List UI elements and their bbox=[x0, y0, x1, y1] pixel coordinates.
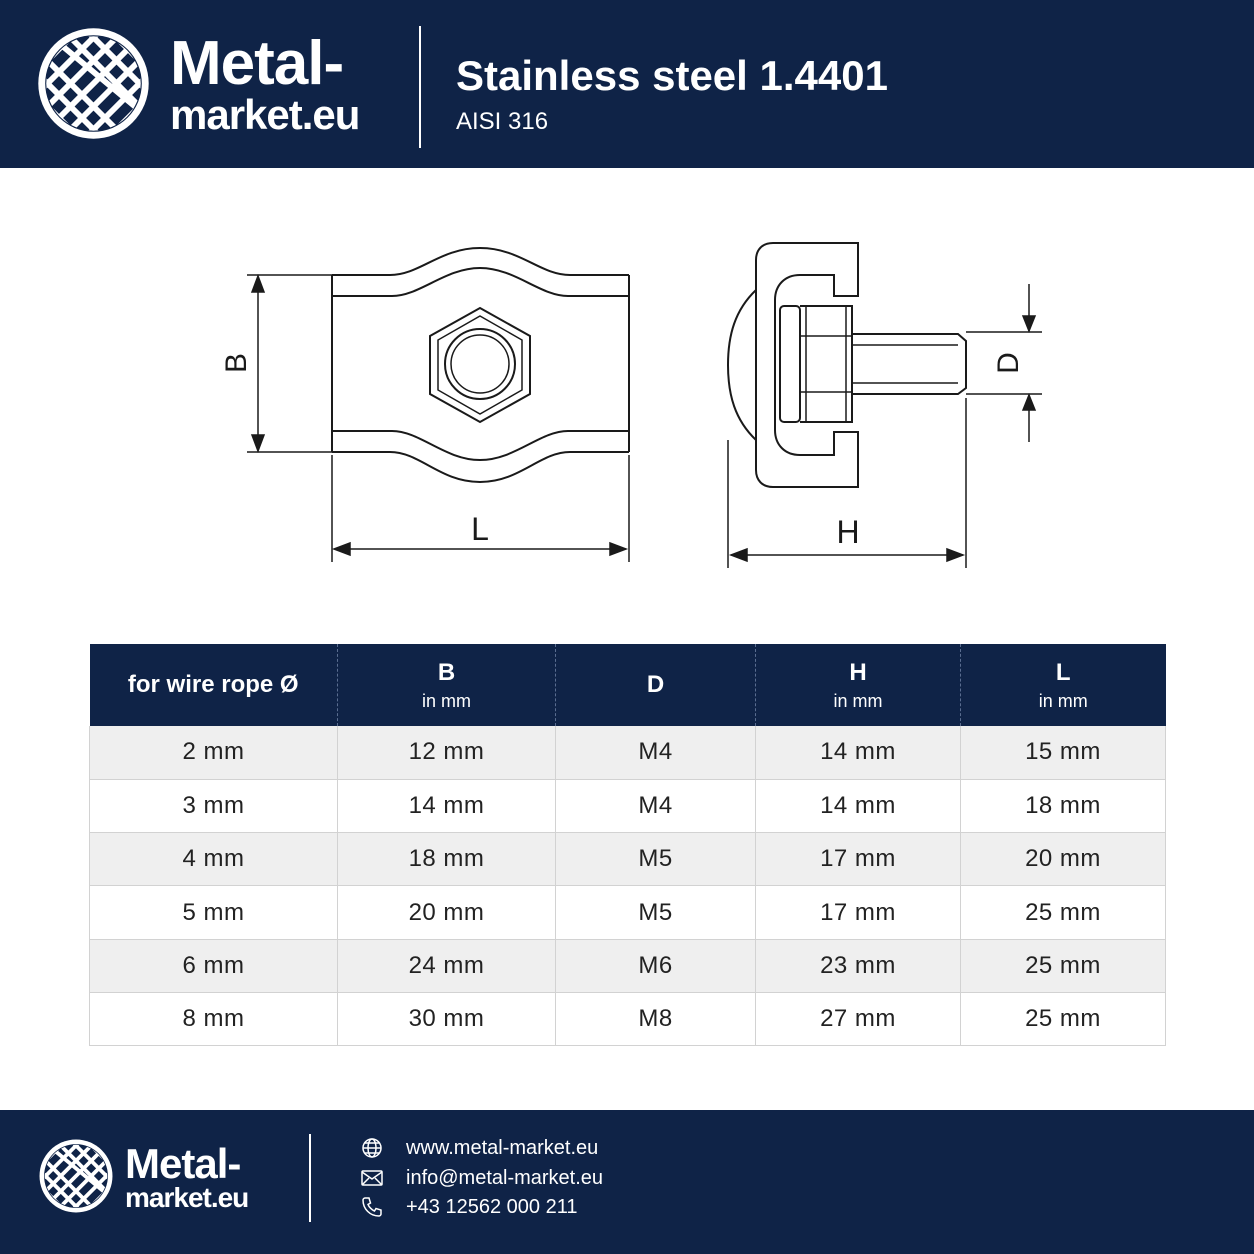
header-divider bbox=[419, 26, 421, 148]
label-d: D bbox=[992, 352, 1025, 374]
dimension-lines-front bbox=[247, 275, 629, 562]
table-row bbox=[90, 886, 1166, 939]
cell-h: 14 mm bbox=[756, 726, 961, 779]
brand-logo-text bbox=[170, 29, 360, 138]
brand-line2: market.eu bbox=[170, 91, 360, 138]
cell-b: 20 mm bbox=[338, 886, 556, 939]
cell-d: M4 bbox=[556, 726, 756, 779]
table-row bbox=[90, 833, 1166, 886]
col-header-label: H bbox=[849, 658, 867, 686]
col-header-label: for wire rope Ø bbox=[127, 671, 299, 698]
table-row bbox=[90, 779, 1166, 832]
label-l: L bbox=[471, 511, 489, 547]
cell-h: 14 mm bbox=[756, 779, 961, 832]
spec-table bbox=[89, 644, 1166, 1046]
cell-l: 25 mm bbox=[961, 886, 1166, 939]
table-row bbox=[90, 939, 1166, 992]
col-header-unit: in mm bbox=[833, 690, 883, 711]
col-header-label: D bbox=[646, 671, 665, 698]
cell-wire-rope: 5 mm bbox=[90, 886, 338, 939]
header-bar bbox=[0, 0, 1254, 168]
clamp-side-view bbox=[728, 243, 966, 487]
cell-d: M6 bbox=[556, 939, 756, 992]
table-header-row bbox=[90, 644, 1166, 726]
cell-b: 18 mm bbox=[338, 833, 556, 886]
contact-email[interactable] bbox=[360, 1166, 603, 1190]
clamp-front-view bbox=[332, 248, 629, 482]
col-header-h bbox=[756, 644, 961, 726]
label-h: H bbox=[836, 514, 860, 550]
cell-b: 24 mm bbox=[338, 939, 556, 992]
cell-l: 18 mm bbox=[961, 779, 1166, 832]
phone-link[interactable]: +43 12562 000 211 bbox=[406, 1195, 578, 1218]
website-link[interactable]: www.metal-market.eu bbox=[406, 1136, 599, 1159]
cell-wire-rope: 2 mm bbox=[90, 726, 338, 779]
mesh-logo-icon bbox=[38, 1138, 114, 1214]
cell-wire-rope: 6 mm bbox=[90, 939, 338, 992]
cell-d: M5 bbox=[556, 886, 756, 939]
footer-brand-logo-text bbox=[125, 1140, 249, 1213]
brand-line1: Metal- bbox=[125, 1140, 241, 1187]
cell-d: M8 bbox=[556, 992, 756, 1045]
technical-drawing bbox=[0, 168, 1254, 608]
page-subtitle: AISI 316 bbox=[456, 108, 549, 135]
label-b: B bbox=[220, 352, 253, 374]
globe-icon bbox=[360, 1136, 384, 1160]
cell-h: 17 mm bbox=[756, 886, 961, 939]
cell-d: M5 bbox=[556, 833, 756, 886]
cell-wire-rope: 4 mm bbox=[90, 833, 338, 886]
cell-h: 23 mm bbox=[756, 939, 961, 992]
cell-l: 20 mm bbox=[961, 833, 1166, 886]
col-header-l bbox=[961, 644, 1166, 726]
email-link[interactable]: info@metal-market.eu bbox=[406, 1166, 604, 1189]
cell-h: 27 mm bbox=[756, 992, 961, 1045]
col-header-d bbox=[556, 644, 756, 726]
cell-b: 12 mm bbox=[338, 726, 556, 779]
table-row bbox=[90, 726, 1166, 779]
col-header-wire-rope bbox=[90, 644, 338, 726]
cell-b: 14 mm bbox=[338, 779, 556, 832]
cell-wire-rope: 3 mm bbox=[90, 779, 338, 832]
cell-b: 30 mm bbox=[338, 992, 556, 1045]
col-header-unit: in mm bbox=[422, 690, 471, 711]
contact-phone[interactable] bbox=[360, 1195, 577, 1219]
table-row bbox=[90, 992, 1166, 1045]
col-header-label: B bbox=[437, 658, 456, 686]
footer-bar bbox=[0, 1110, 1254, 1254]
phone-icon bbox=[360, 1195, 384, 1219]
cell-l: 25 mm bbox=[961, 992, 1166, 1045]
cell-d: M4 bbox=[556, 779, 756, 832]
contact-website[interactable] bbox=[360, 1136, 598, 1160]
cell-l: 15 mm bbox=[961, 726, 1166, 779]
col-header-unit: in mm bbox=[1038, 690, 1088, 711]
cell-wire-rope: 8 mm bbox=[90, 992, 338, 1045]
mesh-logo-icon bbox=[36, 26, 151, 141]
col-header-label: L bbox=[1055, 658, 1071, 686]
col-header-b bbox=[338, 644, 556, 726]
brand-line2: market.eu bbox=[125, 1182, 249, 1213]
cell-h: 17 mm bbox=[756, 833, 961, 886]
footer-divider bbox=[309, 1134, 311, 1222]
mail-icon bbox=[360, 1166, 384, 1190]
cell-l: 25 mm bbox=[961, 939, 1166, 992]
brand-line1: Metal- bbox=[170, 29, 344, 98]
page-title: Stainless steel 1.4401 bbox=[456, 52, 888, 99]
